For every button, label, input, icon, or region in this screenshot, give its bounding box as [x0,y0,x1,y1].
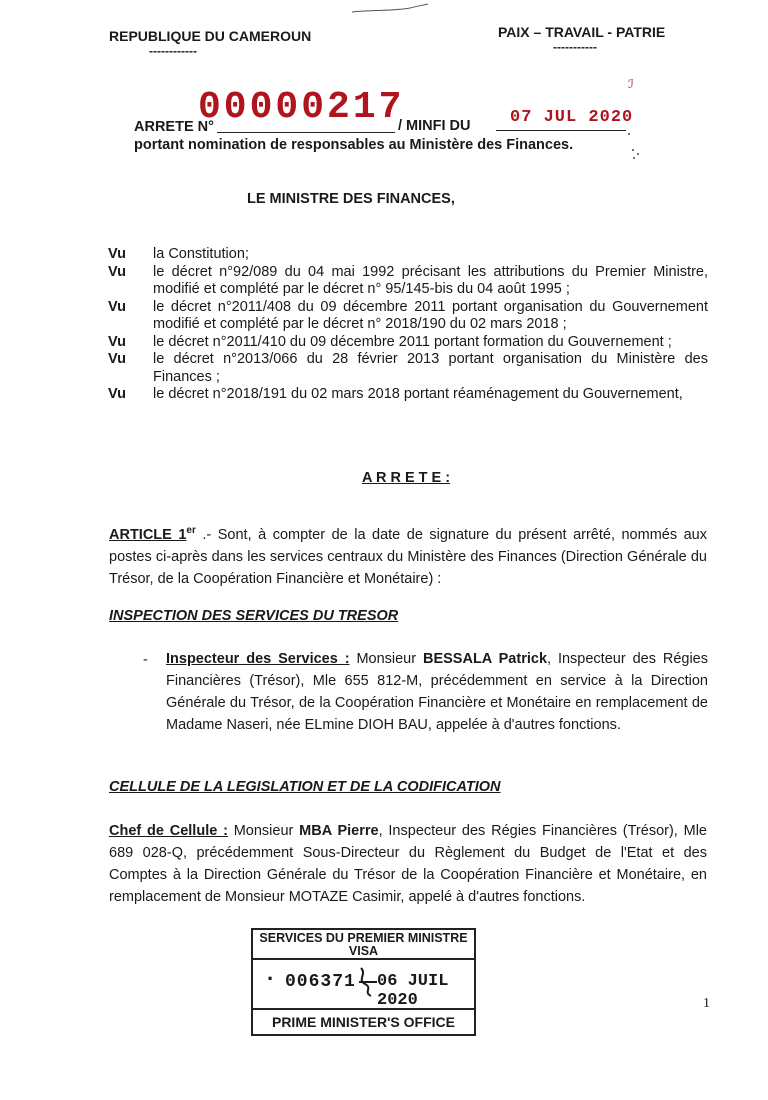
visa-stamp-line2: VISA [348,944,379,958]
section-2-body [109,820,707,908]
vu-text: la Constitution; [153,246,249,262]
visa-stamp-dot: · [267,966,275,991]
section-title-legislation: CELLULE DE LA LEGISLATION ET DE LA CODIFICATION [109,779,501,795]
ministry-label: / MINFI DU [398,118,471,134]
section-2-role: Chef de Cellule : [109,823,228,839]
section-2-pre-name: Monsieur [227,823,300,839]
vu-item [108,386,708,404]
section-1-body [166,648,708,736]
vu-item [108,351,708,386]
page-number: 1 [703,996,710,1011]
margin-marks [624,70,654,170]
article-1-sup: er [186,525,196,536]
arrete-number-underline [217,132,395,133]
visa-stamp-body [253,960,474,1010]
arrete-label: ARRETE N° [134,119,214,135]
scan-mark-top [350,2,430,16]
arrete-number: 00000217 [198,86,405,129]
motto: PAIX – TRAVAIL - PATRIE [498,24,666,40]
country-title-divider: ------------ [149,44,197,58]
section-2-text: , Inspecteur des Régies Financières (Trésor), Mle 689 028-Q, précédemment Sous-Directeur du Règlement du Budget de l'Etat et des Comptes à la Direction Générale du Trésor de la Coopération Financière et Monétaire, en remplacement de Monsieur MOTAZE Casimir, appelé à d'autres fonctions. [109,823,707,905]
motto-divider: ----------- [553,40,597,54]
vu-item [108,299,708,334]
article-1 [109,520,707,590]
vu-label: Vu [108,298,126,315]
section-1-role: Inspecteur des Services : [166,651,350,667]
vu-text: le décret n°2013/066 du 28 février 2013 portant organisation du Ministère des Finances ; [153,351,708,385]
svg-text:ℐ: ℐ [628,77,634,91]
visa-stamp-date: 06 JUIL 2020 [377,972,449,1010]
vu-item [108,334,708,352]
vu-label: Vu [108,263,126,280]
vu-text: le décret n°92/089 du 04 mai 1992 précisant les attributions du Premier Ministre, modifié et complété par le décret n° 95/145-bis du 04 août 1995 ; [153,263,708,297]
minister-title: LE MINISTRE DES FINANCES, [247,191,455,207]
visa-stamp [251,928,476,1036]
vu-text: le décret n°2011/408 du 09 décembre 2011 portant organisation du Gouvernement modifié et complété par le décret n° 2018/190 du 02 mars 2018 ; [153,298,708,332]
visa-stamp-footer: PRIME MINISTER'S OFFICE [271,1014,455,1030]
decision-heading: A R R E T E : [362,470,451,486]
visa-stamp-line1: SERVICES DU PREMIER MINISTRE [259,931,468,945]
vu-label: Vu [108,333,126,350]
visa-stamp-header [253,930,474,960]
vu-item [108,246,708,264]
vu-label: Vu [108,246,126,262]
vu-list [108,246,708,404]
country-title: REPUBLIQUE DU CAMEROUN [109,28,312,44]
article-1-label: ARTICLE 1 [109,526,187,543]
arrete-date-underline [496,130,626,131]
arrete-date: 07 JUL 2020 [510,108,634,127]
vu-text: le décret n°2011/410 du 09 décembre 2011 portant formation du Gouvernement ; [153,333,672,350]
visa-stamp-number: 006371 [285,972,356,992]
section-1-pre-name: Monsieur [349,651,423,667]
arrete-subject: portant nomination de responsables au Ministère des Finances. [134,137,574,153]
article-1-text: .- Sont, à compter de la date de signature du présent arrêté, nommés aux postes ci-après dans les services centraux du Ministère des Finances (Direction Générale du Trésor, de la Coopération Financière et Monétaire) : [109,526,707,587]
section-1-text: , Inspecteur des Régies Financières (Trésor), Mle 655 812-M, précédemment en service à la Direction Générale du Trésor, de la Coopération Financière et Monétaire en remplacement de Madame Naseri, née ELmine DIOH BAU, appelée à d'autres fonctions. [166,651,708,733]
vu-label: Vu [108,351,126,367]
vu-text: le décret n°2018/191 du 02 mars 2018 portant réaménagement du Gouvernement, [153,386,683,402]
vu-label: Vu [108,386,126,402]
vu-item [108,264,708,299]
section-1-name: BESSALA Patrick [422,651,548,667]
section-1-bullet: - [143,652,148,668]
section-title-inspection: INSPECTION DES SERVICES DU TRESOR [109,608,399,624]
section-2-name: MBA Pierre [299,823,379,839]
